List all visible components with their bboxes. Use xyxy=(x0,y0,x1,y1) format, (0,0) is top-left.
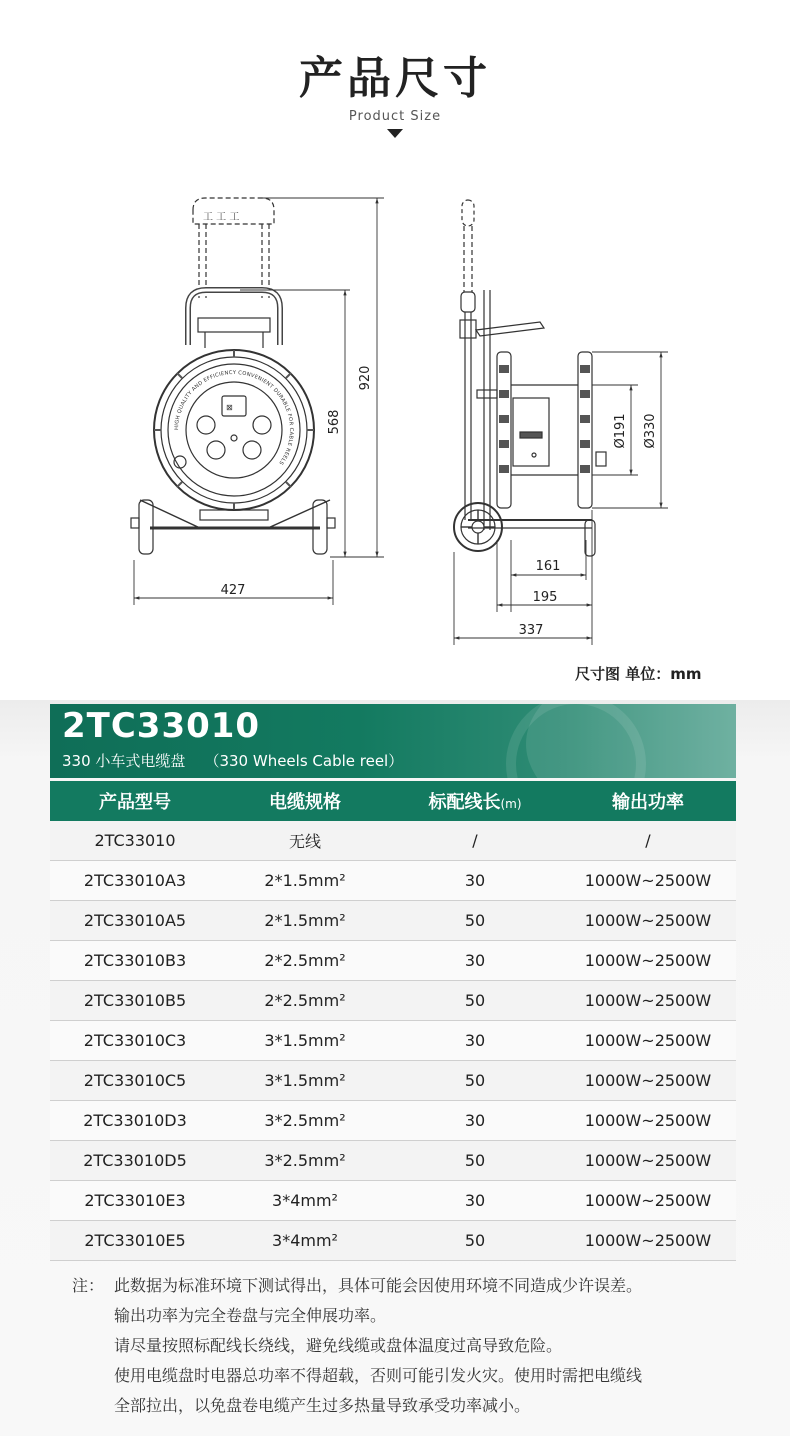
table-row xyxy=(50,1181,736,1221)
spec-table xyxy=(50,781,736,1261)
cell-model: 2TC33010E3 xyxy=(50,1181,220,1221)
drawing-caption: 尺寸图 单位：mm xyxy=(575,665,702,683)
cell-length: 50 xyxy=(390,1141,560,1181)
cell-power: 1000W~2500W xyxy=(560,1181,736,1221)
cell-length: 30 xyxy=(390,861,560,901)
table-row xyxy=(50,941,736,981)
cell-cable: 无线 xyxy=(220,821,390,861)
dim-total-height: 920 xyxy=(358,365,373,391)
page-title: 产品尺寸 xyxy=(299,53,491,104)
side-view xyxy=(454,200,606,556)
model-banner xyxy=(50,704,736,778)
cell-power: 1000W~2500W xyxy=(560,1021,736,1061)
cell-power: / xyxy=(560,821,736,861)
cell-power: 1000W~2500W xyxy=(560,1061,736,1101)
cell-model: 2TC33010A5 xyxy=(50,901,220,941)
cell-length: 30 xyxy=(390,1101,560,1141)
svg-text:HIGH QUALITY AND EFFICIENCY CO: HIGH QUALITY AND EFFICIENCY CONVENIENT DURABLE FOR CABLE REELS xyxy=(173,369,295,466)
table-row xyxy=(50,1061,736,1101)
page-subtitle: Product Size xyxy=(348,109,442,124)
table-row xyxy=(50,1101,736,1141)
cell-length: 50 xyxy=(390,1221,560,1261)
dim-reel-diameter: Ø330 xyxy=(643,413,658,449)
cell-cable: 3*2.5mm² xyxy=(220,1101,390,1141)
cell-model: 2TC33010C5 xyxy=(50,1061,220,1101)
cell-cable: 3*4mm² xyxy=(220,1181,390,1221)
header-length: 标配线长(m) xyxy=(390,781,560,821)
dim-195: 195 xyxy=(532,590,558,605)
cell-power: 1000W~2500W xyxy=(560,861,736,901)
note-line: 请尽量按照标配线长绕线，避免线缆或盘体温度过高导致危险。 xyxy=(114,1336,563,1355)
cell-power: 1000W~2500W xyxy=(560,981,736,1021)
header-model: 产品型号 xyxy=(50,781,220,821)
note-line: 此数据为标准环境下测试得出，具体可能会因使用环境不同造成少许误差。 xyxy=(114,1276,643,1295)
note-line: 输出功率为完全卷盘与完全伸展功率。 xyxy=(114,1306,387,1325)
side-dimensions xyxy=(454,352,668,645)
cell-model: 2TC33010D5 xyxy=(50,1141,220,1181)
dim-337: 337 xyxy=(518,623,544,638)
dim-161: 161 xyxy=(535,559,561,574)
table-row xyxy=(50,1221,736,1261)
cell-cable: 3*1.5mm² xyxy=(220,1061,390,1101)
svg-text:工 工 工: 工 工 工 xyxy=(203,212,240,223)
table-row xyxy=(50,1021,736,1061)
cell-cable: 2*2.5mm² xyxy=(220,981,390,1021)
cell-cable: 3*4mm² xyxy=(220,1221,390,1261)
table-header-row xyxy=(50,781,736,821)
dimension-drawing xyxy=(0,150,790,650)
cell-length: 30 xyxy=(390,1181,560,1221)
cell-length: 30 xyxy=(390,1021,560,1061)
table-row xyxy=(50,1141,736,1181)
header-cable-spec: 电缆规格 xyxy=(220,781,390,821)
cell-length: 50 xyxy=(390,1061,560,1101)
dim-hub-diameter: Ø191 xyxy=(613,413,628,449)
cell-cable: 2*2.5mm² xyxy=(220,941,390,981)
cell-power: 1000W~2500W xyxy=(560,941,736,981)
cell-cable: 2*1.5mm² xyxy=(220,901,390,941)
cell-length: 50 xyxy=(390,981,560,1021)
cell-length: 50 xyxy=(390,901,560,941)
cell-cable: 3*2.5mm² xyxy=(220,1141,390,1181)
front-view xyxy=(131,198,335,554)
cell-power: 1000W~2500W xyxy=(560,1221,736,1261)
cell-model: 2TC33010B5 xyxy=(50,981,220,1021)
note-line: 使用电缆盘时电器总功率不得超载，否则可能引发火灾。使用时需把电缆线 xyxy=(114,1366,643,1385)
cell-cable: 2*1.5mm² xyxy=(220,861,390,901)
svg-text:⊠: ⊠ xyxy=(226,403,233,412)
model-description: 330 小车式电缆盘 （330 Wheels Cable reel） xyxy=(62,752,404,770)
cell-length: / xyxy=(390,821,560,861)
cell-model: 2TC33010E5 xyxy=(50,1221,220,1261)
cell-power: 1000W~2500W xyxy=(560,1101,736,1141)
notes-label: 注： xyxy=(72,1276,105,1295)
front-dimensions xyxy=(134,198,384,605)
cell-model: 2TC33010B3 xyxy=(50,941,220,981)
cell-model: 2TC33010D3 xyxy=(50,1101,220,1141)
cell-power: 1000W~2500W xyxy=(560,1141,736,1181)
cell-model: 2TC33010A3 xyxy=(50,861,220,901)
cell-power: 1000W~2500W xyxy=(560,901,736,941)
dim-reel-height: 568 xyxy=(327,409,342,435)
model-title: 2TC33010 xyxy=(62,706,261,746)
down-triangle-icon xyxy=(387,129,403,138)
cell-cable: 3*1.5mm² xyxy=(220,1021,390,1061)
table-row xyxy=(50,821,736,861)
notes-section xyxy=(72,1271,752,1421)
cell-length: 30 xyxy=(390,941,560,981)
dim-width: 427 xyxy=(220,583,246,598)
cell-model: 2TC33010 xyxy=(50,821,220,861)
cell-model: 2TC33010C3 xyxy=(50,1021,220,1061)
table-row xyxy=(50,861,736,901)
table-row xyxy=(50,901,736,941)
table-row xyxy=(50,981,736,1021)
note-line: 全部拉出，以免盘卷电缆产生过多热量导致承受功率减小。 xyxy=(114,1396,531,1415)
header-power: 输出功率 xyxy=(560,781,736,821)
